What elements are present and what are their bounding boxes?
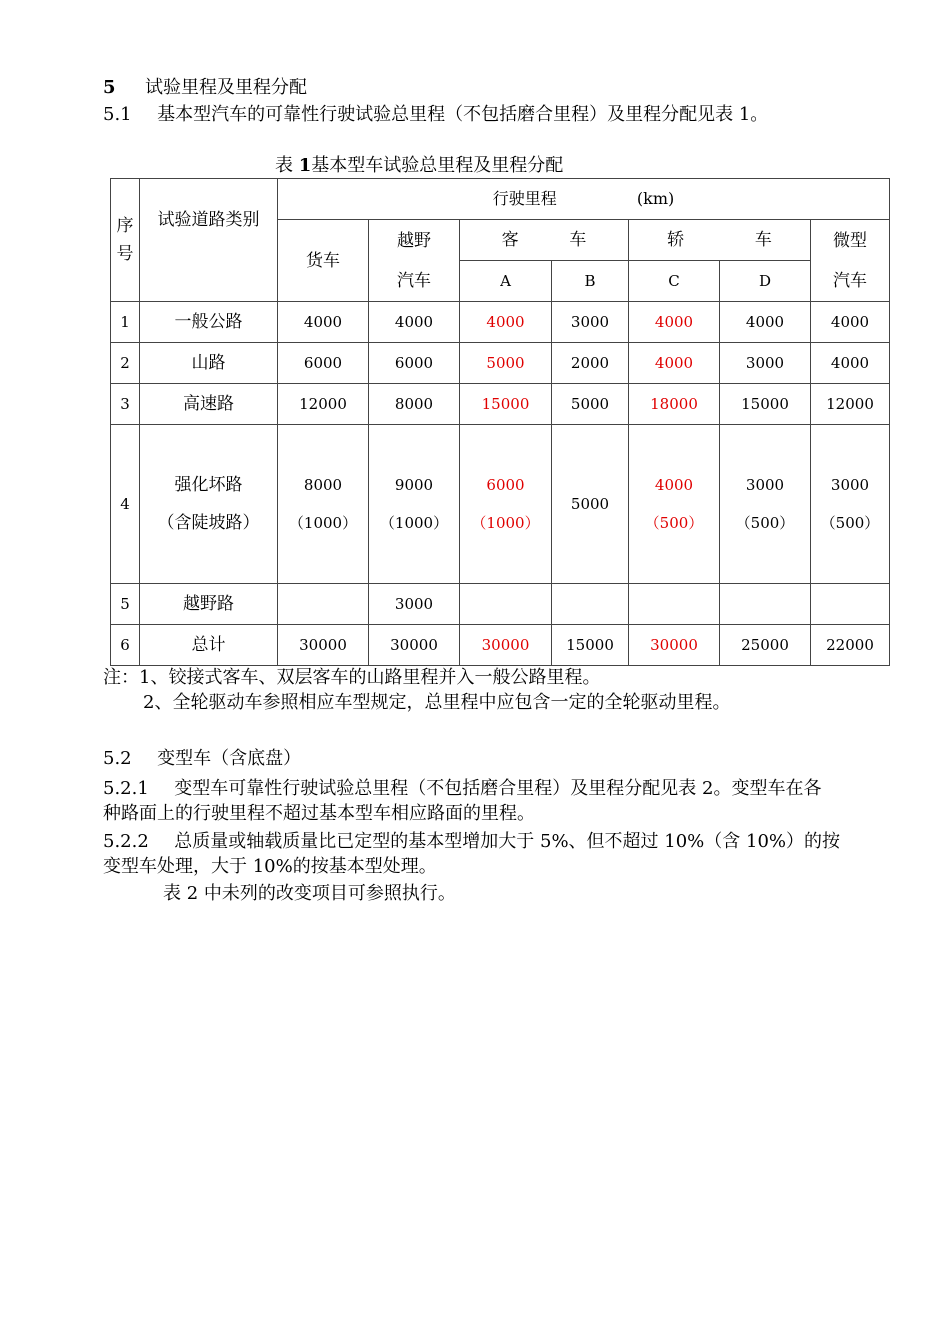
cell-truck: 6000 [278, 343, 369, 384]
cell-road: 越野路 [140, 584, 278, 625]
header-sub-c: C [629, 261, 720, 302]
cell-offroad: 3000 [369, 584, 460, 625]
cell-value: 3000 [745, 476, 785, 494]
header-mini [811, 220, 890, 302]
cell-car-d [720, 425, 811, 584]
cell-no: 2 [111, 343, 140, 384]
header-road-type [140, 179, 278, 302]
cell-subvalue: （1000） [379, 514, 449, 532]
clause-5-2-1 [103, 777, 821, 801]
clause-text-line1: 总质量或轴载质量比已定型的基本型增加大于 5%、但不超过 10%（含 10%）的按 [174, 831, 841, 852]
cell-car-c: 18000 [629, 384, 720, 425]
cell-offroad: 6000 [369, 343, 460, 384]
cell-mini: 4000 [811, 343, 890, 384]
caption-text: 基本型车试验总里程及里程分配 [311, 155, 564, 176]
cell-subvalue: （500） [820, 514, 880, 532]
table-row [111, 584, 890, 625]
clause-text-line1: 变型车可靠性行驶试验总里程（不包括磨合里程）及里程分配见表 2。变型车在各 [174, 778, 822, 799]
cell-mini: 4000 [811, 302, 890, 343]
table-row [111, 425, 890, 584]
cell-truck: 4000 [278, 302, 369, 343]
header-mini-2: 汽车 [833, 270, 867, 291]
cell-value: 9000 [394, 476, 434, 494]
header-car-1: 轿 [667, 230, 685, 250]
table-row [111, 384, 890, 425]
cell-car-c: 4000 [629, 302, 720, 343]
clause-title: 变型车（含底盘） [157, 748, 302, 769]
section-title: 试验里程及里程分配 [145, 77, 307, 98]
cell-bus-a: 5000 [460, 343, 552, 384]
cell-bus-b: 3000 [552, 302, 629, 343]
cell-bus-b [552, 584, 629, 625]
cell-no: 5 [111, 584, 140, 625]
cell-mini: 12000 [811, 384, 890, 425]
cell-bus-b: 5000 [552, 384, 629, 425]
header-seq-2: 号 [116, 244, 134, 264]
cell-car-d [720, 584, 811, 625]
header-bus-2: 车 [569, 230, 587, 250]
cell-road: 高速路 [140, 384, 278, 425]
header-row-1 [111, 179, 890, 220]
header-car-2: 车 [754, 230, 772, 250]
cell-truck [278, 425, 369, 584]
cell-offroad: 30000 [369, 625, 460, 666]
cell-bus-a [460, 584, 552, 625]
cell-bus-a: 30000 [460, 625, 552, 666]
clause-5-2-2-cont: 变型车处理，大于 10%的按基本型处理。 [103, 856, 437, 877]
table-row [111, 343, 890, 384]
cell-no: 1 [111, 302, 140, 343]
table-row [111, 302, 890, 343]
cell-bus-a: 4000 [460, 302, 552, 343]
cell-no: 3 [111, 384, 140, 425]
cell-car-c: 30000 [629, 625, 720, 666]
cell-car-d: 15000 [720, 384, 811, 425]
cell-road: 总计 [140, 625, 278, 666]
header-seq-1: 序 [116, 216, 134, 236]
header-mini-1: 微型 [833, 230, 867, 251]
note-1: 注：1、铰接式客车、双层客车的山路里程并入一般公路里程。 [103, 667, 601, 688]
cell-subvalue: （1000） [471, 514, 540, 532]
section-number: 5 [103, 77, 116, 98]
clause-number: 5.1 [103, 104, 132, 125]
header-offroad-1: 越野 [397, 230, 431, 251]
tail-paragraph: 表 2 中未列的改变项目可参照执行。 [163, 883, 456, 904]
caption-number: 1 [298, 155, 312, 176]
table-row-total [111, 625, 890, 666]
header-sub-a: A [460, 261, 552, 302]
cell-road [140, 425, 278, 584]
cell-truck: 30000 [278, 625, 369, 666]
clause-text: 基本型汽车的可靠性行驶试验总里程（不包括磨合里程）及里程分配见表 1。 [157, 104, 769, 125]
note-2: 2、全轮驱动车参照相应车型规定，总里程中应包含一定的全轮驱动里程。 [143, 692, 731, 713]
header-mileage [278, 179, 890, 220]
cell-no: 4 [111, 425, 140, 584]
cell-value: 4000 [654, 476, 694, 494]
cell-car-c [629, 425, 720, 584]
table-caption [275, 154, 563, 178]
clause-number: 5.2 [103, 748, 132, 769]
cell-road: 山路 [140, 343, 278, 384]
cell-bus-b: 15000 [552, 625, 629, 666]
header-unit: (km) [636, 189, 675, 208]
header-offroad [369, 220, 460, 302]
clause-number: 5.2.1 [103, 778, 149, 799]
cell-bus-a [460, 425, 552, 584]
cell-bus-b: 2000 [552, 343, 629, 384]
header-car [629, 220, 811, 261]
header-seq [111, 179, 140, 302]
header-bus [460, 220, 629, 261]
clause-5-1 [103, 103, 768, 127]
cell-value: 6000 [486, 476, 525, 494]
cell-road: 一般公路 [140, 302, 278, 343]
cell-mini: 22000 [811, 625, 890, 666]
cell-road-line1: 强化坏路 [174, 475, 243, 495]
cell-mini [811, 425, 890, 584]
cell-offroad: 8000 [369, 384, 460, 425]
cell-bus-b: 5000 [552, 425, 629, 584]
clause-5-2-2 [103, 830, 840, 854]
caption-prefix: 表 [275, 155, 299, 176]
header-bus-1: 客 [501, 230, 519, 250]
header-mileage-label: 行驶里程 [492, 189, 557, 208]
cell-car-d: 4000 [720, 302, 811, 343]
cell-no: 6 [111, 625, 140, 666]
cell-car-d: 25000 [720, 625, 811, 666]
cell-bus-a: 15000 [460, 384, 552, 425]
cell-truck: 12000 [278, 384, 369, 425]
cell-value: 3000 [830, 476, 870, 494]
cell-car-c [629, 584, 720, 625]
clause-5-2-1-cont: 种路面上的行驶里程不超过基本型车相应路面的里程。 [103, 803, 535, 824]
cell-truck [278, 584, 369, 625]
header-road-label: 试验道路类别 [157, 210, 260, 230]
header-offroad-2: 汽车 [397, 270, 431, 291]
cell-car-d: 3000 [720, 343, 811, 384]
header-sub-b: B [552, 261, 629, 302]
cell-value: 8000 [303, 476, 343, 494]
cell-subvalue: （1000） [288, 514, 358, 532]
cell-car-c: 4000 [629, 343, 720, 384]
cell-offroad: 4000 [369, 302, 460, 343]
cell-subvalue: （500） [644, 514, 704, 532]
header-truck: 货车 [278, 220, 369, 302]
clause-5-2 [103, 747, 301, 771]
header-sub-d: D [720, 261, 811, 302]
cell-subvalue: （500） [735, 514, 795, 532]
cell-offroad [369, 425, 460, 584]
cell-mini [811, 584, 890, 625]
section-5-heading [103, 76, 307, 100]
mileage-table [110, 178, 890, 666]
cell-road-line2: （含陡坡路） [157, 513, 260, 533]
clause-number: 5.2.2 [103, 831, 149, 852]
